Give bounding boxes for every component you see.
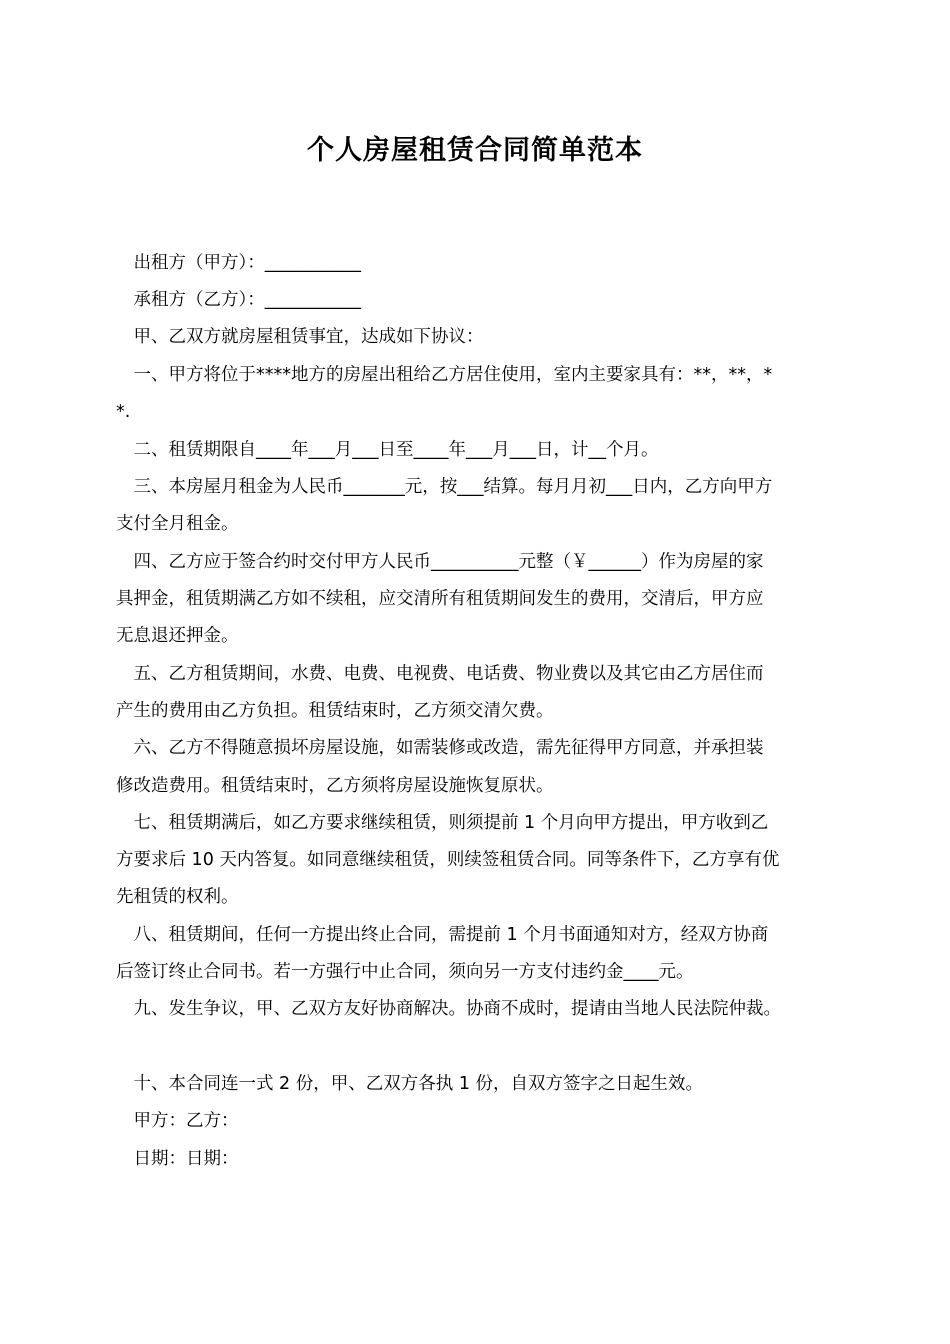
clause-1-line-1: 一、甲方将位于****地方的房屋出租给乙方居住使用，室内主要家具有：**，**，* bbox=[116, 365, 773, 385]
clause-7-line-2: 方要求后 10 天内答复。如同意继续租赁，则续签租赁合同。同等条件下，乙方享有优 bbox=[116, 850, 780, 870]
clause-4-line-3: 无息退还押金。 bbox=[116, 626, 239, 646]
signature-line: 甲方：乙方： bbox=[116, 1111, 239, 1131]
clause-6-line-1: 六、乙方不得随意损坏房屋设施，如需装修或改造，需先征得甲方同意，并承担装 bbox=[116, 738, 764, 758]
clause-4-line-1: 四、乙方应于签合约时交付甲方人民币__________元整（￥______）作为房屋的家 bbox=[116, 552, 764, 572]
clause-8-line-1: 八、租赁期间，任何一方提出终止合同，需提前 1 个月书面通知对方，经双方协商 bbox=[116, 925, 769, 945]
clause-6-line-2: 修改造费用。租赁结束时，乙方须将房屋设施恢复原状。 bbox=[116, 776, 554, 796]
document-title: 个人房屋租赁合同简单范本 bbox=[307, 135, 643, 166]
agreement-intro: 甲、乙双方就房屋租赁事宜，达成如下协议： bbox=[116, 327, 484, 347]
lessee-line: 承租方（乙方）：___________ bbox=[116, 290, 361, 310]
clause-1-line-2: *. bbox=[116, 402, 131, 422]
clause-5-line-1: 五、乙方租赁期间，水费、电费、电视费、电话费、物业费以及其它由乙方居住而 bbox=[116, 664, 764, 684]
clause-3-line-1: 三、本房屋月租金为人民币_______元，按___结算。每月月初___日内，乙方向甲方 bbox=[116, 477, 773, 497]
date-line: 日期：日期： bbox=[116, 1149, 239, 1169]
clause-7-line-3: 先租赁的权利。 bbox=[116, 887, 239, 907]
clause-5-line-2: 产生的费用由乙方负担。租赁结束时，乙方须交清欠费。 bbox=[116, 701, 554, 721]
clause-10: 十、本合同连一式 2 份，甲、乙双方各执 1 份，自双方签字之日起生效。 bbox=[116, 1074, 704, 1094]
clause-3-line-2: 支付全月租金。 bbox=[116, 514, 239, 534]
clause-8-line-2: 后签订终止合同书。若一方强行中止合同，须向另一方支付违约金____元。 bbox=[116, 962, 694, 982]
clause-4-line-2: 具押金，租赁期满乙方如不续租，应交清所有租赁期间发生的费用，交清后，甲方应 bbox=[116, 589, 764, 609]
clause-2: 二、租赁期限自____年___月___日至____年___月___日，计__个月。 bbox=[116, 440, 659, 460]
clause-9: 九、发生争议，甲、乙双方友好协商解决。协商不成时，提请由当地人民法院仲裁。 bbox=[116, 999, 781, 1019]
clause-7-line-1: 七、租赁期满后，如乙方要求继续租赁，则须提前 1 个月向甲方提出，甲方收到乙 bbox=[116, 813, 769, 833]
lessor-line: 出租方（甲方）：___________ bbox=[116, 253, 361, 273]
